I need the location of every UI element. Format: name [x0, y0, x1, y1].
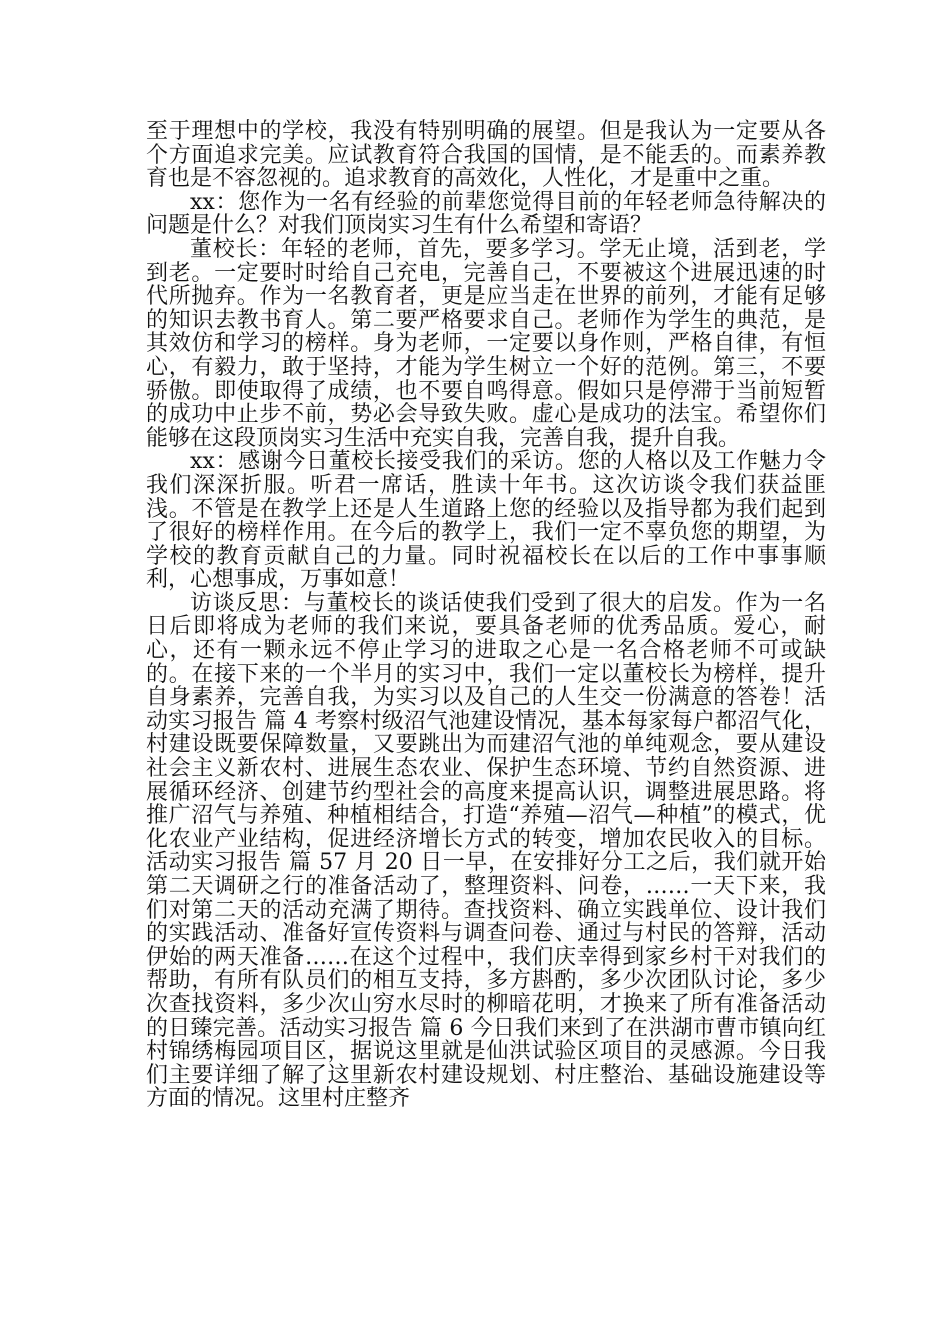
paragraph-interview-reflection: 访谈反思：与董校长的谈话使我们受到了很大的启发。作为一名日后即将成为老师的我们来说，要具备老师的优秀品质。爱心，耐心，还有一颗永远不停止学习的进取之心是一名合格老师不可或缺的。在接下来的一个半月的实习中，我们一定以董校长为榜样，提升自身素养，完善自我，为实习以及自己的人生交一份满意的答卷！活动实习报告 篇 4 考察村级沼气池建设情况，基本每家每户都沼气化，村建设既要保障数量，又要跳出为而建沼气池的单纯观念，要从建设社会主义新农村、进展生态农业、保护生态环境、节约自然资源、进展循环经济、创建节约型社会的高度来提高认识，调整进展思路。将推广沼气与养殖、种植相结合，打造“养殖—沼气—种植”的模式，优化农业产业结构，促进经济增长方式的转变，增加农民收入的目标。活动实习报告 篇 57 月 20 日一早，在安排好分工之后，我们就开始第二天调研之行的准备活动了，整理资料、问卷，……一天下来，我们对第二天的活动充满了期待。查找资料、确立实践单位、设计我们的实践活动、准备好宣传资料与调查问卷、通过与村民的答辩，活动伊始的两天准备……在这个过程中，我们庆幸得到家乡村干对我们的帮助，有所有队员们的相互支持，多方斟酌，多少次团队讨论，多少次查找资料，多少次山穷水尽时的柳暗花明，才换来了所有准备活动的日臻完善。活动实习报告 篇 6 今日我们来到了在洪湖市曹市镇向红村锦绣梅园项目区，据说这里就是仙洪试验区项目的灵感源。今日我们主要详细了解了这里新农村建设规划、村庄整治、基础设施建设等方面的情况。这里村庄整齐: [146, 590, 826, 1112]
paragraph-school-vision: 至于理想中的学校，我没有特别明确的展望。但是我认为一定要从各个方面追求完美。应试教育符合我国的国情，是不能丢的。而素养教育也是不容忽视的。追求教育的高效化，人性化，才是重中之重。: [146, 119, 826, 192]
paragraph-interviewer-question: xx：您作为一名有经验的前辈您觉得目前的年轻老师急待解决的问题是什么？对我们顶岗实习生有什么希望和寄语？: [146, 189, 826, 239]
paragraph-interviewer-thanks: xx：感谢今日董校长接受我们的采访。您的人格以及工作魅力令我们深深折服。听君一席话，胜读十年书。这次访谈令我们获益匪浅。不管是在教学上还是人生道路上您的经验以及指导都为我们起到了很好的榜样作用。在今后的教学上，我们一定不辜负您的期望，为学校的教育贡献自己的力量。同时祝福校长在以后的工作中事事顺利，心想事成，万事如意！: [146, 449, 826, 593]
paragraph-principal-answer: 董校长：年轻的老师，首先，要多学习。学无止境，活到老，学到老。一定要时时给自己充电，完善自己，不要被这个进展迅速的时代所抛弃。作为一名教育者，更是应当走在世界的前列，才能有足够的知识去教书育人。第二要严格要求自己。老师作为学生的典范，是其效仿和学习的榜样。身为老师，一定要以身作则，严格自律，有恒心，有毅力，敢于坚持，才能为学生树立一个好的范例。第三，不要骄傲。即使取得了成绩，也不要自鸣得意。假如只是停滞于当前短暂的成功中止步不前，势必会导致失败。虚心是成功的法宝。希望你们能够在这段顶岗实习生活中充实自我，完善自我，提升自我。: [146, 236, 826, 451]
document-page: [146, 120, 826, 1111]
